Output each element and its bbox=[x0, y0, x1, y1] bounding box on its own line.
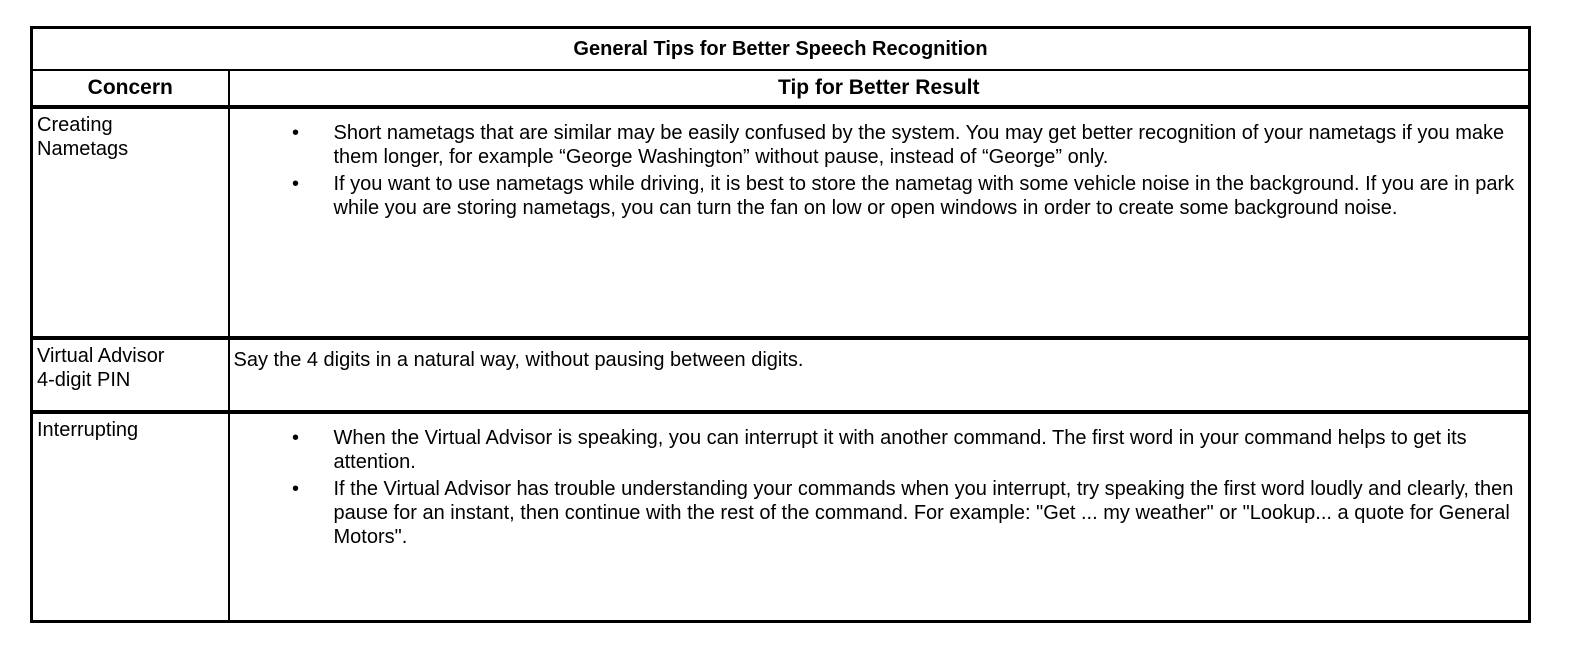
concern-line: Interrupting bbox=[37, 419, 139, 441]
tip-list bbox=[234, 426, 1517, 549]
concern-line: Virtual Advisor bbox=[37, 345, 165, 367]
bullet-icon: • bbox=[291, 122, 299, 144]
bullet-icon: • bbox=[291, 478, 299, 500]
concern-line: Nametags bbox=[37, 138, 129, 160]
tip-item bbox=[234, 172, 1517, 220]
tip-text: Short nametags that are similar may be easily confused by the system. You may get better recognition of your nametags if you make them longer, for example “George Washington” without pause, instead of “George” only. bbox=[333, 122, 1505, 168]
concern-cell bbox=[32, 412, 229, 622]
tip-list bbox=[234, 121, 1517, 220]
header-tip: Tip for Better Result bbox=[229, 70, 1530, 107]
concern-cell bbox=[32, 338, 229, 412]
concern-line: 4-digit PIN bbox=[37, 369, 131, 391]
tip-item bbox=[234, 121, 1517, 169]
tip-text: If the Virtual Advisor has trouble understanding your commands when you interrupt, try speaking the first word loudly and clearly, then pause for an instant, then continue with the rest of the command. For example: "Get ... my weather" or "Lookup... a quote for General Motors". bbox=[333, 478, 1514, 548]
tip-cell bbox=[229, 412, 1530, 622]
bullet-icon: • bbox=[291, 427, 299, 449]
tip-cell bbox=[229, 338, 1530, 412]
table-header-row bbox=[32, 70, 1530, 107]
bullet-icon: • bbox=[291, 173, 299, 195]
tip-text: Say the 4 digits in a natural way, without pausing between digits. bbox=[233, 349, 804, 371]
table-title-row bbox=[32, 28, 1530, 71]
tips-table bbox=[30, 26, 1531, 623]
concern-cell bbox=[32, 107, 229, 338]
table-row bbox=[32, 338, 1530, 412]
tip-text: When the Virtual Advisor is speaking, you can interrupt it with another command. The first word in your command helps to get its attention. bbox=[333, 427, 1467, 473]
tip-item bbox=[234, 477, 1517, 549]
concern-line: Creating bbox=[37, 114, 113, 136]
table-row bbox=[32, 412, 1530, 622]
table-title: General Tips for Better Speech Recognition bbox=[32, 28, 1530, 71]
tip-item bbox=[234, 426, 1517, 474]
tip-cell bbox=[229, 107, 1530, 338]
tip-text: If you want to use nametags while driving, it is best to store the nametag with some vehicle noise in the background. If you are in park while you are storing nametags, you can turn the fan on low or open windows in order to create some background noise. bbox=[333, 173, 1515, 219]
table-row bbox=[32, 107, 1530, 338]
header-concern: Concern bbox=[32, 70, 229, 107]
